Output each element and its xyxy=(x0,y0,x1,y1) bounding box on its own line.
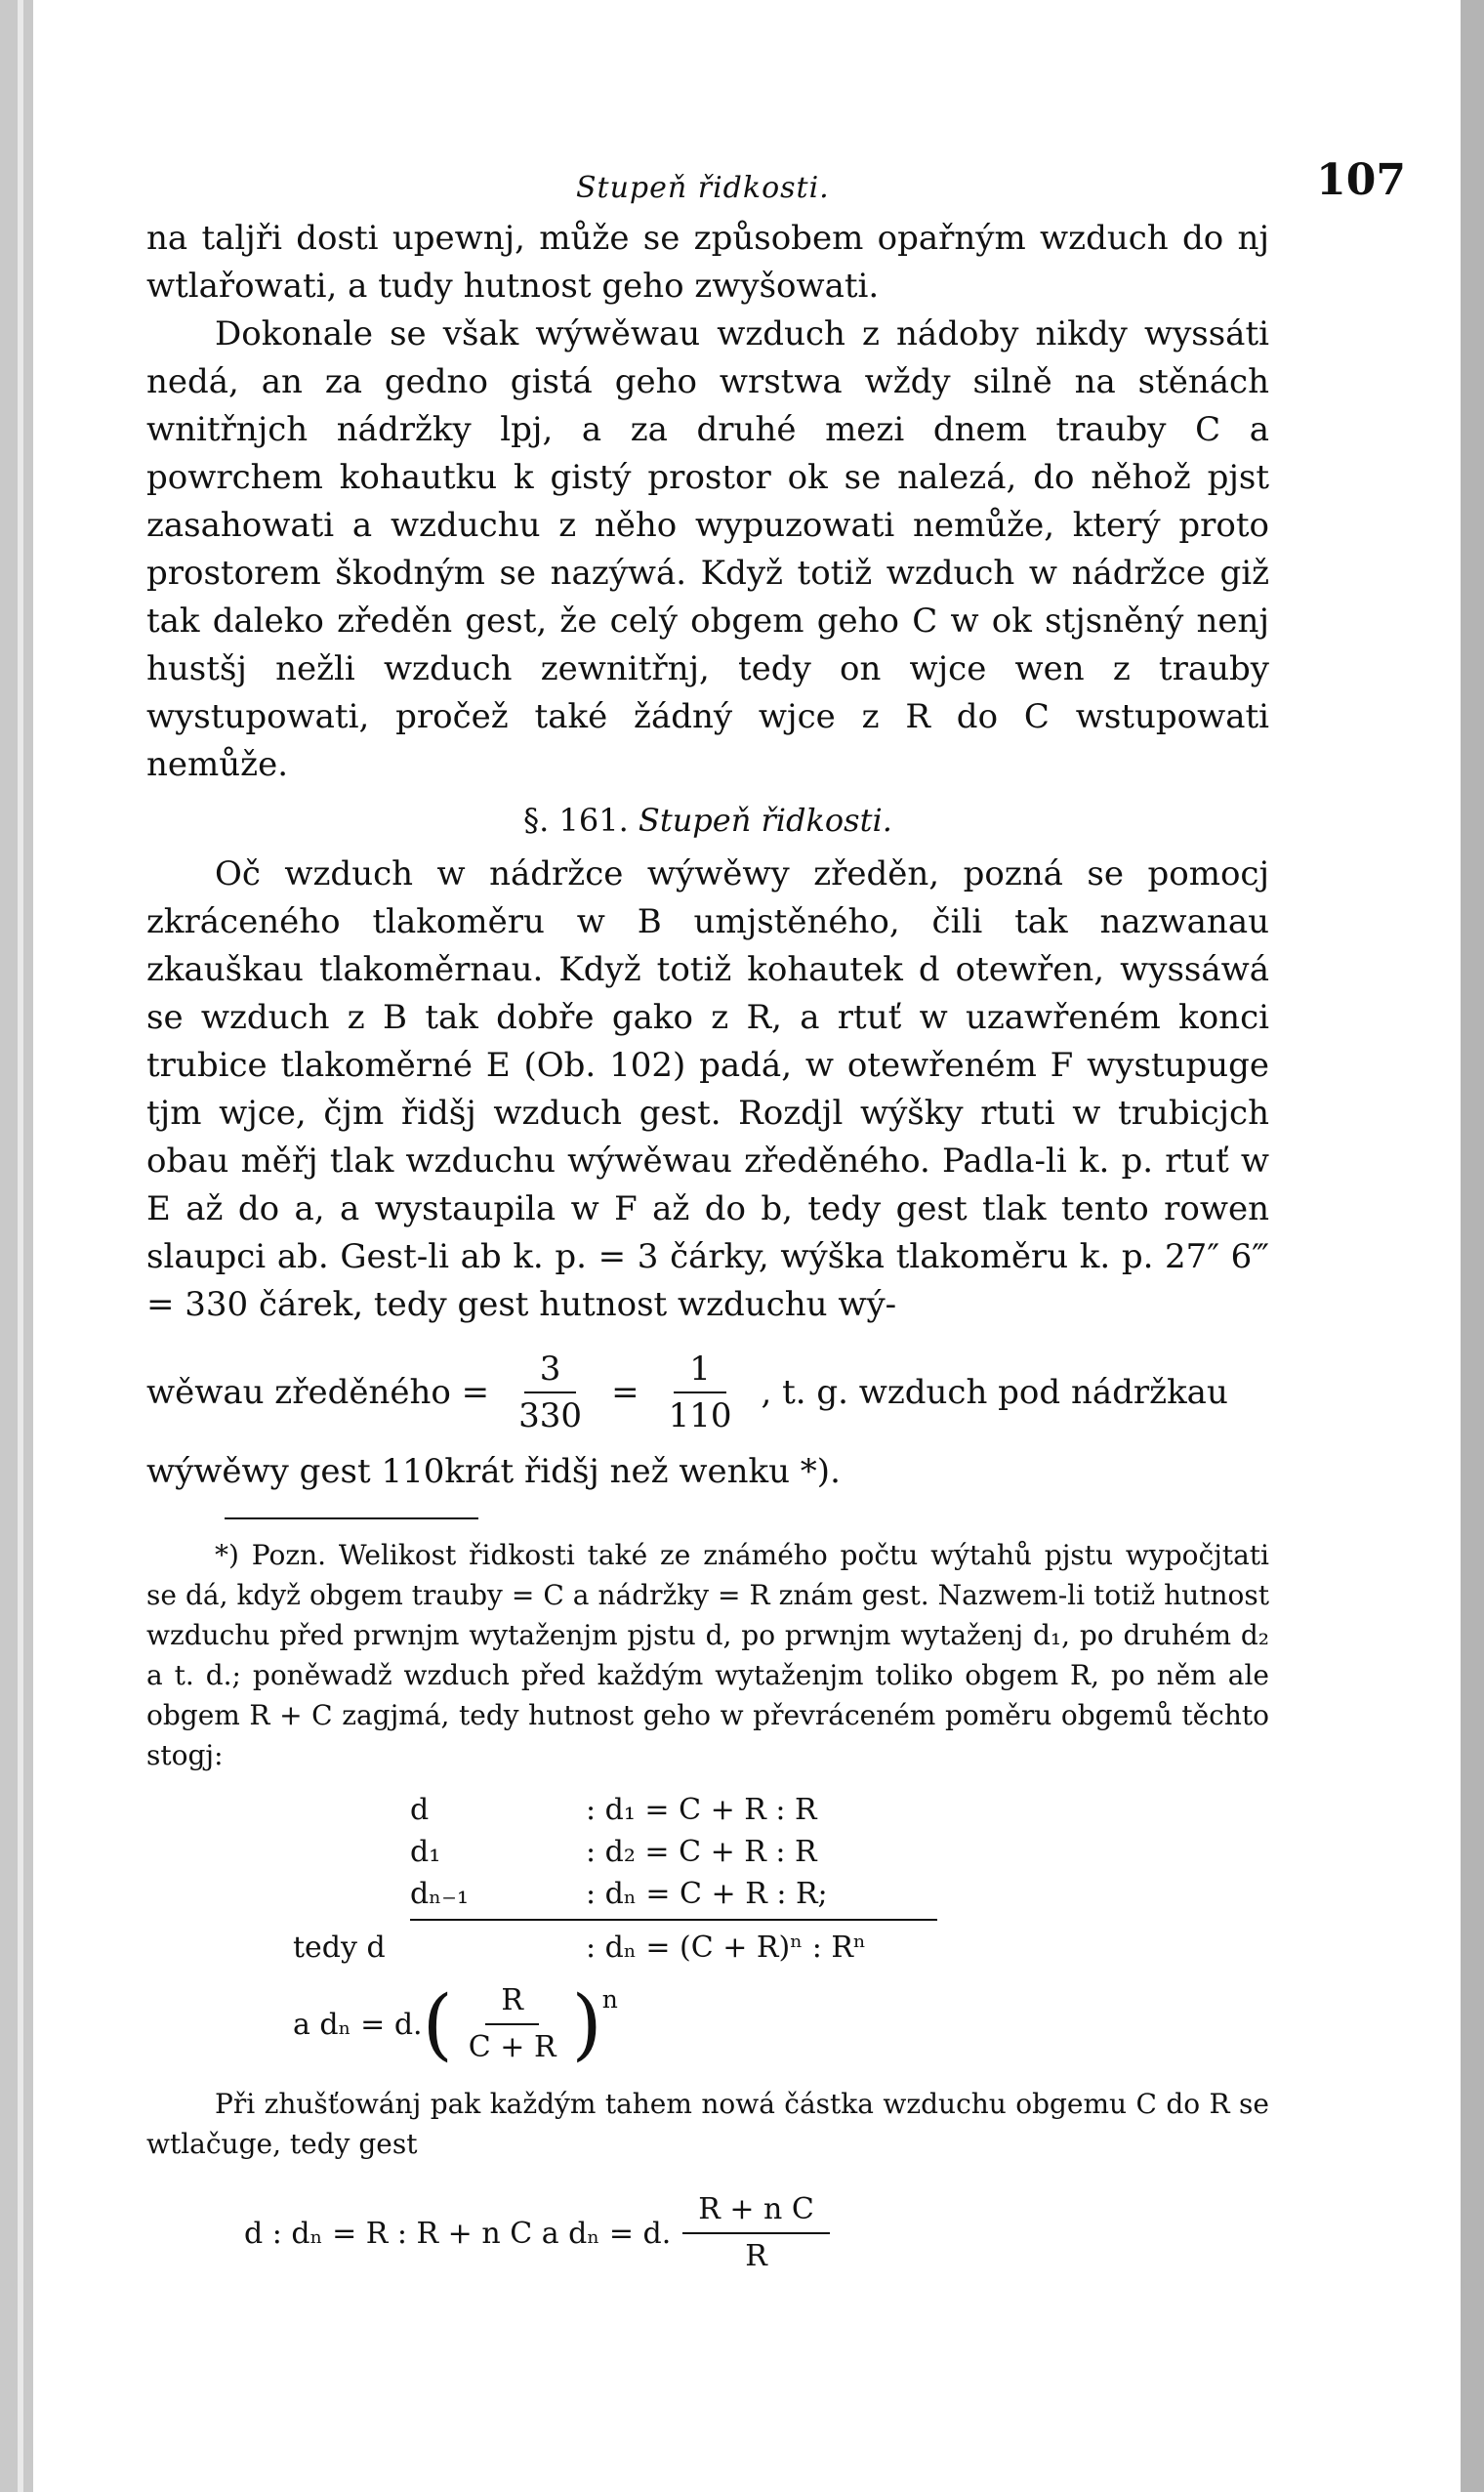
scan-binding-strip xyxy=(0,0,33,2492)
section-title: Stupeň řidkosti. xyxy=(638,802,892,839)
equation-lhs: a dₙ = d. xyxy=(293,2007,423,2042)
fraction-denominator: R xyxy=(745,2239,767,2273)
equation-sum-rule xyxy=(410,1919,937,1921)
fraction-r-over-c-plus-r xyxy=(453,1978,572,2070)
footnote xyxy=(146,1535,1269,2279)
equation-line xyxy=(244,1873,1269,1915)
equation-line xyxy=(244,1789,1269,1831)
footnote-paragraph-2: Při zhušťowánj pak každým tahem nowá částka wzduchu obgemu C do R se wtlačuge, tedy gest xyxy=(146,2088,1269,2160)
footnote-text: *) Pozn. Welikost řidkosti také ze známého počtu wýtahů pjstu wypočjtati se dá, když obgem trauby = C a nádržky = R znám gest. Nazwem-li totiž hutnost wzduchu před prwnjm wytaženjm pjstu d, po prwnjm wytaženj d₁, po druhém d₂ a t. d.; poněwadž wzduch před každým wytaženjm toliko obgem R, po něm ale obgem R + C zagjmá, tedy hutnost geho w převráceném poměru obgemů těchto stogj: xyxy=(146,1539,1269,1771)
fraction-numerator: R xyxy=(485,1978,539,2025)
page-header xyxy=(146,155,1406,215)
equation-lhs: tedy d xyxy=(293,1931,386,1965)
fraction-denominator: C + R xyxy=(468,2030,556,2064)
section-paragraph: Oč wzduch w nádržce wýwěwy zředěn, pozná se pomocj zkráceného tlakoměru w B umjstěného, čili tak nazwanau zkauškau tlakoměrnau. Když totiž kohautek d otewřen, wyssáwá se wzduch z B tak dobře gako z R, a rtuť w uzawřeném konci trubice tlakoměrné E (Ob. 102) padá, w otewřeném F wystupuge tjm wjce, čjm řidšj wzduch gest. Rozdjl wýšky rtuti w trubicjch obau měřj tlak wzduchu wýwěwau zředěného. Padla-li k. p. rtuť w E až do a, a wystaupila w F až do b, tedy gest tlak tento rowen slaupci ab. Gest-li ab k. p. = 3 čárky, wýška tlakoměru k. p. 27″ 6‴ = 330 čárek, tedy gest hutnost wzduchu wý- xyxy=(146,854,1269,1324)
fraction-denominator: 110 xyxy=(668,1396,732,1435)
fraction-numerator: R + n C xyxy=(682,2187,830,2234)
section-heading xyxy=(146,797,1269,845)
footnote-equations xyxy=(244,1789,1269,2070)
paragraph-2: Dokonale se však wýwěwau wzduch z nádoby nikdy wyssáti nedá, an za gedno gistá geho wrstwa wždy silně na stěnách wnitřnjch nádržky lpj, a za druhé mezi dnem trauby C a powrchem kohautku k gistý prostor ok se nalezá, do něhož pjst zasahowati a wzduchu z něho wypuzowati nemůže, který proto prostorem škodným se nazýwá. Když totiž wzduch w nádržce giž tak daleko zředěn gest, že celý obgem geho C w ok stjsněný nenj hustšj nežli wzduch zewnitřnj, tedy on wjce wen z trauby wystupowati, pročež také žádný wjce z R do C wstupowati nemůže. xyxy=(146,314,1269,784)
scan-right-edge xyxy=(1461,0,1484,2492)
book-page xyxy=(146,155,1406,2431)
scan-binding-highlight xyxy=(18,0,23,2492)
fraction-numerator: 1 xyxy=(674,1347,726,1393)
exponent-n: n xyxy=(601,1985,618,2014)
fraction-denominator: 330 xyxy=(518,1396,583,1435)
equation-rhs: : d₁ = C + R : R xyxy=(586,1793,817,1827)
equation-line xyxy=(244,1831,1269,1873)
formula-suffix: , t. g. wzduch pod nádržkau xyxy=(761,1372,1228,1412)
equation-lhs: d xyxy=(410,1793,430,1827)
equation-lhs: d₁ xyxy=(410,1835,441,1869)
paragraph-1: na taljři dosti upewnj, může se způsobem opařným wzduch do nj wtlařowati, a tudy hutnost geho zwyšowati. xyxy=(146,219,1269,306)
section-number: §. 161. xyxy=(523,802,629,839)
equation-lhs: dₙ₋₁ xyxy=(410,1877,470,1911)
formula-prefix: wěwau zředěného = xyxy=(146,1372,490,1412)
final-formula-lhs: d : dₙ = R : R + n C a dₙ = d. xyxy=(244,2216,672,2251)
density-formula xyxy=(146,1347,1269,1438)
equation-rhs: : d₂ = C + R : R xyxy=(586,1835,817,1869)
footnote-rule xyxy=(225,1517,478,1519)
fraction-numerator: 3 xyxy=(524,1347,577,1393)
equation-rhs: : dₙ = C + R : R; xyxy=(586,1877,828,1911)
paren-right: ) xyxy=(571,1978,602,2069)
closing-line: wýwěwy gest 110krát řidšj než wenku *). xyxy=(146,1452,841,1491)
fraction-1-110 xyxy=(653,1347,748,1438)
running-title: Stupeň řidkosti. xyxy=(576,171,830,205)
equation-rhs: : dₙ = (C + R)ⁿ : Rⁿ xyxy=(586,1931,866,1965)
fraction-r-plus-nc-over-r xyxy=(682,2187,830,2279)
fraction-3-330 xyxy=(503,1347,598,1438)
equation-tedy xyxy=(244,1927,1269,1969)
page-number: 107 xyxy=(1316,155,1406,205)
equation-a xyxy=(244,1978,1269,2070)
paren-left: ( xyxy=(422,1978,453,2069)
formula-equals: = xyxy=(611,1372,639,1412)
final-formula xyxy=(244,2187,1269,2279)
